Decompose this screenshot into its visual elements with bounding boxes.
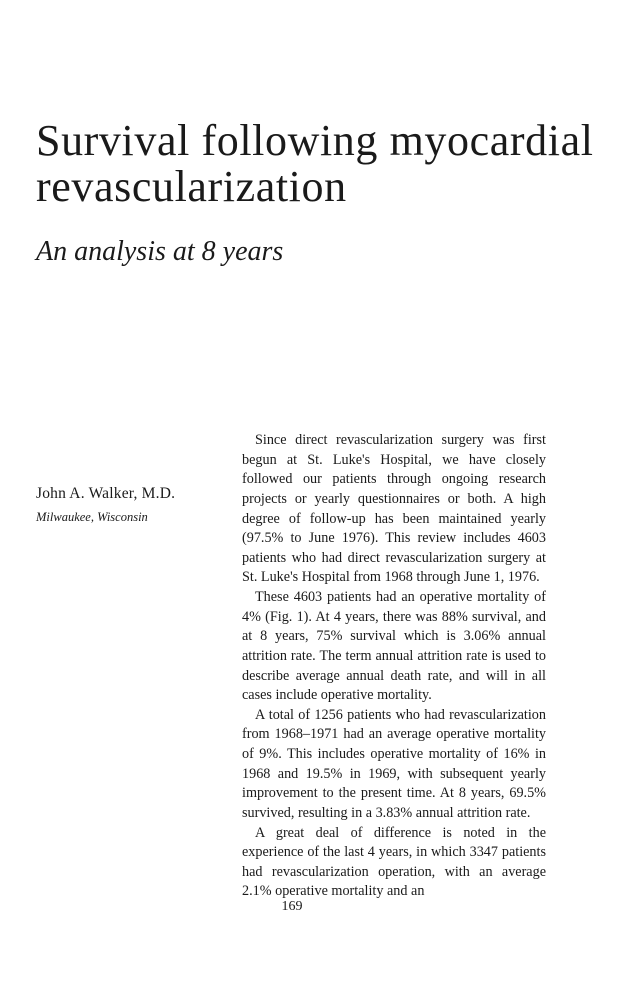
body-paragraph: A total of 1256 patients who had revascularization from 1968–1971 had an average operative mortality of 9%. This includes operative mortality of 16% in 1968 and 19.5% in 1969, with subsequent yearly improvement to the present time. At 8 years, 69.5% survived, resulting in a 3.83% annual attrition rate. <box>242 706 546 821</box>
page-number: 169 <box>281 899 303 914</box>
article-subtitle: An analysis at 8 years <box>36 236 284 267</box>
author-block <box>36 484 226 527</box>
author-name: John A. Walker, M.D. <box>36 485 176 502</box>
body-paragraph: A great deal of difference is noted in the experience of the last 4 years, in which 3347 patients had revascularization operation, with an average 2.1% operative mortality and an <box>242 824 546 900</box>
author-affiliation: Milwaukee, Wisconsin <box>36 510 148 524</box>
body-paragraph: Since direct revascularization surgery was first begun at St. Luke's Hospital, we have closely followed our patients through ongoing research projects or yearly questionnaires or both. A high degree of follow-up has been maintained yearly (97.5% to June 1976). This review includes 4603 patients who had direct revascularization surgery at St. Luke's Hospital from 1968 through June 1, 1976. <box>242 432 546 586</box>
body-paragraph: These 4603 patients had an operative mortality of 4% (Fig. 1). At 4 years, there was 88% survival, and at 8 years, 75% survival which is 3.06% annual attrition rate. The term annual attrition rate is used to describe average annual death rate, and will in all cases include operative mortality. <box>242 589 546 704</box>
body-text <box>242 431 546 902</box>
article-title: Survival following myocardial revascularization <box>36 116 594 211</box>
